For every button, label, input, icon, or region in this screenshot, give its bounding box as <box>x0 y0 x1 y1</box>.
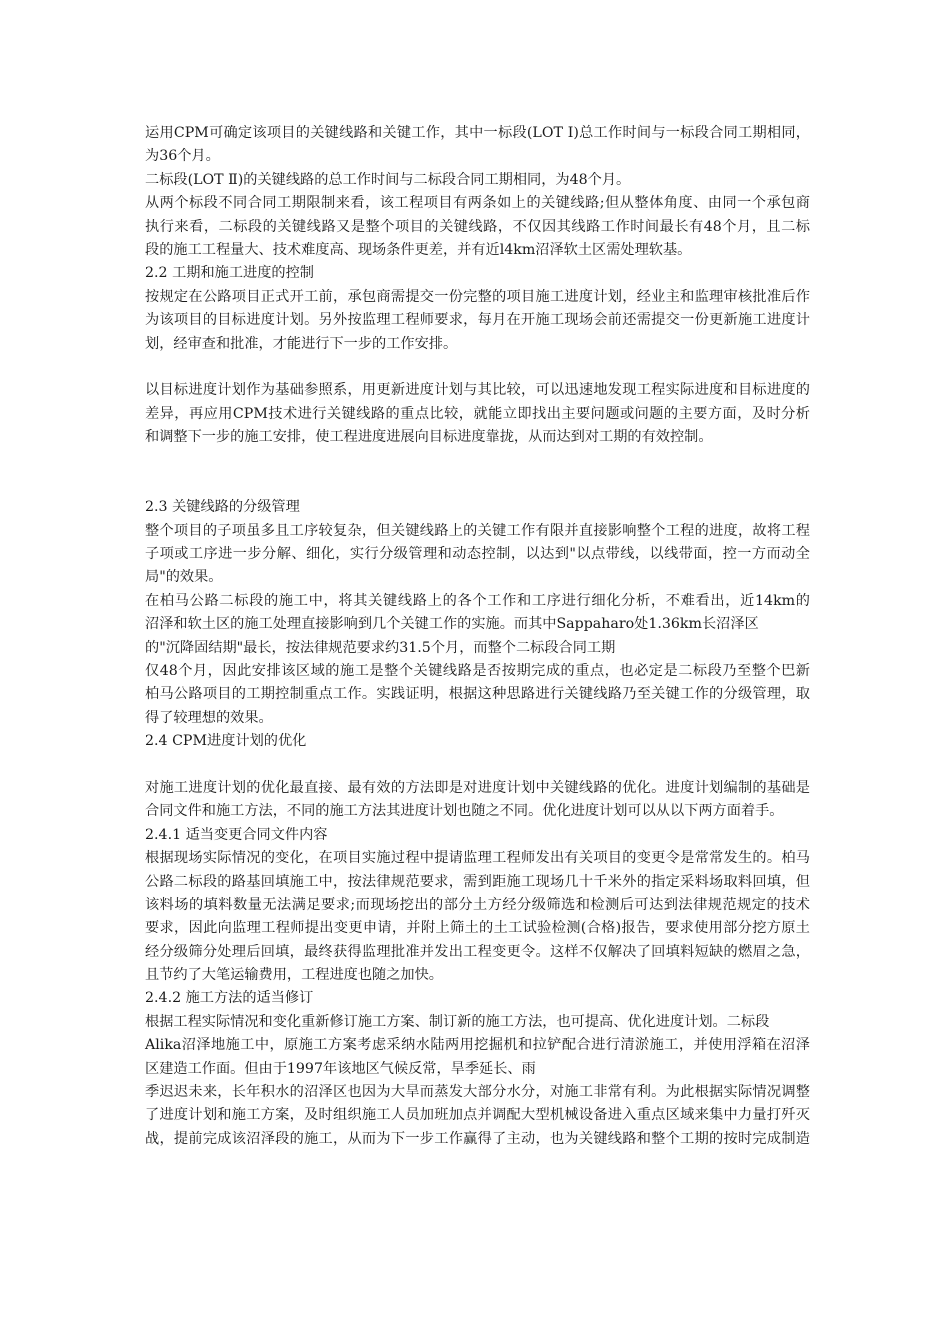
text-line: 沼泽和软土区的施工处理直接影响到几个关键工作的实施。而其中Sappaharo处1.36km长沼泽区 <box>145 616 759 633</box>
paragraph-spacer <box>145 356 810 379</box>
text-line: 2.4.1 适当变更合同文件内容 <box>145 826 328 843</box>
paragraph-spacer <box>145 449 810 496</box>
text-line: 2.3 关键线路的分级管理 <box>145 499 300 516</box>
text-line: 以目标进度计划作为基础参照系，用更新进度计划与其比较，可以迅速地发现工程实际进度和目标进度的 <box>145 382 810 399</box>
text-line: 柏马公路项目的工期控制重点工作。实践证明，根据这种思路进行关键线路乃至关键工作的分级管理，取 <box>145 686 810 703</box>
text-line: 子项或工序进一步分解、细化，实行分级管理和动态控制，以达到"以点带线，以线带面，控一方而动全 <box>145 546 810 563</box>
text-line: 得了较理想的效果。 <box>145 709 273 726</box>
text-line: 二标段(LOT Ⅱ)的关键线路的总工作时间与二标段合同工期相同，为48个月。 <box>145 171 631 188</box>
text-line: 区建造工作面。但由于1997年该地区气候反常，旱季延长、雨 <box>145 1060 536 1077</box>
text-line: 合同文件和施工方法，不同的施工方法其进度计划也随之不同。优化进度计划可以从以下两方面着手。 <box>145 803 784 820</box>
text-line: 的"沉降固结期"最长，按法律规范要求约31.5个月，而整个二标段合同工期 <box>145 639 616 656</box>
text-line: 在柏马公路二标段的施工中，将其关键线路上的各个工作和工序进行细化分析，不难看出，近14km的 <box>145 592 810 609</box>
text-line: 该料场的填料数量无法满足要求;而现场挖出的部分土方经分级筛选和检测后可达到法律规范规定的技术 <box>145 896 810 913</box>
text-line: 要求，因此向监理工程师提出变更申请，并附上筛土的土工试验检测(合格)报告，要求使用部分挖方原土 <box>145 920 810 937</box>
text-line: 执行来看，二标段的关键线路又是整个项目的关键线路，不仅因其线路工作时间最长有48个月，且二标 <box>145 218 810 235</box>
text-line: 且节约了大笔运输费用，工程进度也随之加快。 <box>145 967 443 984</box>
text-line: 从两个标段不同合同工期限制来看，该工程项目有两条如上的关键线路;但从整体角度、由同一个承包商 <box>145 195 810 212</box>
text-line: 整个项目的子项虽多且工序较复杂，但关键线路上的关键工作有限并直接影响整个工程的进度，故将工程 <box>145 522 810 539</box>
text-line: 仅48个月，因此安排该区域的施工是整个关键线路是否按期完成的重点，也必定是二标段乃至整个巴新 <box>145 663 810 679</box>
text-line: 经分级筛分处理后回填，最终获得监理批准并发出工程变更令。这样不仅解决了回填料短缺的燃眉之急， <box>145 943 810 960</box>
text-line: Alika沼泽地施工中，原施工方案考虑采纳水陆两用挖掘机和拉铲配合进行清淤施工，并使用浮箱在沼泽 <box>145 1037 810 1054</box>
text-line: 差异，再应用CPM技术进行关键线路的重点比较，就能立即找出主要问题或问题的主要方面，及时分析 <box>145 405 810 422</box>
paragraph-spacer <box>145 754 810 777</box>
text-line: 战，提前完成该沼泽段的施工，从而为下一步工作赢得了主动，也为关键线路和整个工期的按时完成制造 <box>145 1130 810 1147</box>
text-line: 季迟迟未来，长年积水的沼泽区也因为大旱而蒸发大部分水分，对施工非常有利。为此根据实际情况调整 <box>145 1084 810 1101</box>
text-line: 段的施工工程量大、技术难度高、现场条件更差，并有近l4km沼泽软土区需处理软基。 <box>145 241 692 258</box>
text-line: 2.4.2 施工方法的适当修订 <box>145 990 314 1007</box>
text-line: 根据工程实际情况和变化重新修订施工方案、制订新的施工方法，也可提高、优化进度计划。二标段 <box>145 1013 770 1030</box>
text-line: 按规定在公路项目正式开工前，承包商需提交一份完整的项目施工进度计划，经业主和监理审核批准后作 <box>145 288 810 305</box>
text-line: 运用CPM可确定该项目的关键线路和关键工作，其中一标段(LOT I)总工作时间与一标段合同工期相同， <box>145 125 810 141</box>
text-line: 划，经审查和批准，才能进行下一步的工作安排。 <box>145 335 458 352</box>
document-page <box>145 122 810 1151</box>
text-line: 2.2 工期和施工进度的控制 <box>145 265 314 282</box>
text-line: 局"的效果。 <box>145 569 223 586</box>
text-line: 公路二标段的路基回填施工中，按法律规范要求，需到距施工现场几十千米外的指定采料场取料回填，但 <box>145 873 810 890</box>
text-line: 和调整下一步的施工安排，使工程进度进展向目标进度靠拢，从而达到对工期的有效控制。 <box>145 429 713 446</box>
text-line: 了进度计划和施工方案，及时组织施工人员加班加点并调配大型机械设备进入重点区域来集中力量打歼灭 <box>145 1107 810 1124</box>
text-line: 为36个月。 <box>145 148 220 165</box>
text-line: 2.4 CPM进度计划的优化 <box>145 733 307 750</box>
text-line: 为该项目的目标进度计划。另外按监理工程师要求，每月在开施工现场会前还需提交一份更新施工进度计 <box>145 312 810 329</box>
text-line: 根据现场实际情况的变化，在项目实施过程中提请监理工程师发出有关项目的变更令是常常发生的。柏马 <box>145 850 810 867</box>
text-line: 对施工进度计划的优化最直接、最有效的方法即是对进度计划中关键线路的优化。进度计划编制的基础是 <box>145 779 810 796</box>
